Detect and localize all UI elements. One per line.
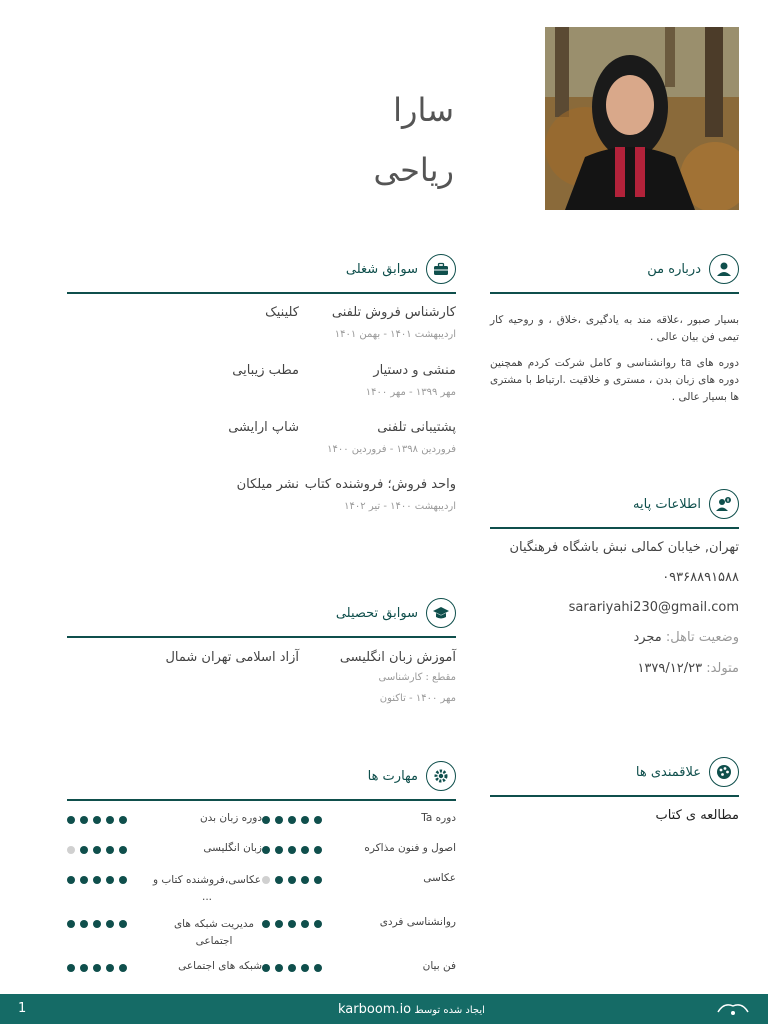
user-icon [709, 254, 739, 284]
info-divider [490, 527, 739, 529]
marital-label: وضعیت تاهل: [665, 630, 739, 646]
info-block [490, 538, 739, 689]
skill-dot [314, 816, 322, 824]
job-item [67, 361, 456, 398]
marital-value: مجرد [633, 630, 662, 646]
job-org: شاپ ارایشی [228, 420, 299, 435]
skill-level [262, 816, 322, 824]
skill-level [67, 876, 127, 884]
briefcase-icon [426, 254, 456, 284]
info-header [633, 489, 739, 519]
palette-icon [709, 757, 739, 787]
skill-dot [314, 964, 322, 972]
about-paragraph-2: دوره های ta روانشناسی و کامل شرکت کردم همچنین دوره های زبان بدن ، مستری و خلاقیت .ارتباط با مشتری ها بسیار عالی . [490, 356, 739, 404]
skill-dot [262, 846, 270, 854]
graduation-cap-icon [426, 598, 456, 628]
job-position: کارشناس فروش تلفنی [331, 305, 456, 320]
skill-name: اصول و فنون مذاکره [364, 842, 456, 854]
about-text [490, 312, 739, 415]
skill-dot [67, 920, 75, 928]
education-title: سوابق تحصیلی [335, 605, 418, 621]
job-position: منشی و دستیار [373, 363, 456, 378]
job-item [67, 303, 456, 340]
skill-dot [93, 964, 101, 972]
skill-dot [301, 876, 309, 884]
skill-dot [119, 816, 127, 824]
credit-site-link[interactable]: karboom.io [338, 1002, 412, 1017]
skill-level [262, 876, 322, 884]
karboom-logo-icon [716, 1000, 750, 1022]
gear-icon [426, 761, 456, 791]
skill-dot [314, 846, 322, 854]
first-name: سارا [393, 91, 454, 129]
phone: ۰۹۳۶۸۸۹۱۵۸۸ [662, 570, 739, 586]
skills-header [368, 761, 456, 791]
skill-name: دوره زبان بدن [199, 812, 262, 824]
interest-item: مطالعه ی کتاب [655, 808, 739, 823]
skill-dot [67, 964, 75, 972]
job-item [67, 475, 456, 512]
birth-label: متولد: [706, 660, 739, 676]
skill-dot [93, 846, 101, 854]
skill-level [262, 920, 322, 928]
birth-date [490, 659, 739, 679]
about-title: درباره من [647, 261, 701, 277]
skill-dot [80, 964, 88, 972]
education-level: مقطع : کارشناسی [378, 672, 456, 684]
job-item [67, 418, 456, 455]
skill-name: دوره Ta [421, 812, 456, 824]
skill-dot [275, 846, 283, 854]
skill-dot [67, 846, 75, 854]
education-item [67, 648, 456, 704]
address: تهران, خیابان کمالی نبش باشگاه فرهنگیان [509, 540, 739, 555]
interests-title: علاقمندی ها [635, 764, 701, 780]
skill-dot [288, 920, 296, 928]
skill-name: عکاسی [423, 872, 456, 884]
skill-dot [275, 876, 283, 884]
skill-dot [119, 920, 127, 928]
skill-dot [314, 876, 322, 884]
skill-level [262, 846, 322, 854]
work-header [346, 254, 456, 284]
skill-dot [301, 846, 309, 854]
marital-status [490, 628, 739, 648]
skill-name: شبکه های اجتماعی [178, 960, 262, 972]
education-divider [67, 636, 456, 638]
education-university: آزاد اسلامی تهران شمال [165, 650, 299, 665]
info-title: اطلاعات پایه [633, 496, 701, 512]
job-position: واحد فروش؛ فروشنده کتاب [304, 477, 456, 492]
skill-dot [288, 876, 296, 884]
skill-dot [93, 920, 101, 928]
skill-dot [301, 920, 309, 928]
about-paragraph-1: بسیار صبور ،علاقه مند به یادگیری ،خلاق ، و روحیه کار تیمی فن بیان عالی . [490, 314, 739, 344]
skill-name: فن بیان [422, 960, 456, 972]
skill-dot [262, 876, 270, 884]
about-divider [490, 292, 739, 294]
job-org: کلینیک [265, 305, 299, 320]
skill-level [67, 816, 127, 824]
page-number: 1 [18, 1001, 27, 1016]
skill-level [67, 920, 127, 928]
skill-dot [275, 920, 283, 928]
skill-dot [262, 964, 270, 972]
work-divider [67, 292, 456, 294]
skill-dot [80, 816, 88, 824]
skill-name: مدیریت شبکه های اجتماعی [173, 918, 255, 947]
skill-dot [80, 846, 88, 854]
last-name: ریاحی [373, 151, 454, 189]
education-header [336, 598, 456, 628]
footer [0, 994, 768, 1024]
skill-dot [106, 816, 114, 824]
skill-name: زبان انگلیسی [203, 842, 262, 854]
skill-dot [119, 876, 127, 884]
interests-divider [490, 795, 739, 797]
skill-dot [106, 920, 114, 928]
skill-dot [67, 816, 75, 824]
skill-name: عکاسی،فروشنده کتاب و ... [152, 874, 262, 903]
skill-dot [80, 920, 88, 928]
skill-name: روانشناسی فردی [379, 916, 456, 928]
credit-prefix: ایجاد شده توسط [414, 1005, 485, 1016]
info-person-icon [709, 489, 739, 519]
skill-dot [119, 846, 127, 854]
education-date: مهر ۱۴۰۰ - تاکنون [379, 693, 456, 705]
skill-level [67, 964, 127, 972]
skills-divider [67, 799, 456, 801]
job-position: پشتیبانی تلفنی [377, 420, 456, 435]
skill-dot [106, 964, 114, 972]
birth-value: ۱۳۷۹/۱۲/۲۳ [637, 660, 703, 676]
skill-dot [106, 876, 114, 884]
skill-dot [262, 920, 270, 928]
job-org: نشر میلکان [236, 477, 299, 492]
skill-dot [288, 846, 296, 854]
skill-dot [93, 876, 101, 884]
skill-dot [275, 816, 283, 824]
job-date: اردیبهشت ۱۴۰۱ - بهمن ۱۴۰۱ [334, 329, 456, 341]
skill-dot [275, 964, 283, 972]
skill-dot [301, 816, 309, 824]
skill-dot [106, 846, 114, 854]
skill-dot [119, 964, 127, 972]
skills-title: مهارت ها [367, 768, 418, 784]
job-org: مطب زیبایی [232, 363, 299, 378]
skill-dot [262, 816, 270, 824]
skill-dot [288, 816, 296, 824]
interests-header [636, 757, 739, 787]
job-date: مهر ۱۳۹۹ - مهر ۱۴۰۰ [365, 387, 456, 399]
skill-dot [80, 876, 88, 884]
about-header [647, 254, 739, 284]
skill-level [67, 846, 127, 854]
skill-dot [314, 920, 322, 928]
job-date: فروردین ۱۳۹۸ - فروردین ۱۴۰۰ [327, 444, 456, 456]
footer-credit [338, 1002, 485, 1017]
skill-dot [288, 964, 296, 972]
skill-level [262, 964, 322, 972]
skill-dot [93, 816, 101, 824]
work-title: سوابق شغلی [345, 261, 418, 277]
profile-photo [545, 27, 739, 210]
skill-dot [301, 964, 309, 972]
email: sarariyahi230@gmail.com [568, 600, 739, 616]
job-date: اردیبهشت ۱۴۰۰ - تیر ۱۴۰۲ [344, 501, 456, 513]
education-field: آموزش زبان انگلیسی [339, 650, 456, 665]
skill-dot [67, 876, 75, 884]
